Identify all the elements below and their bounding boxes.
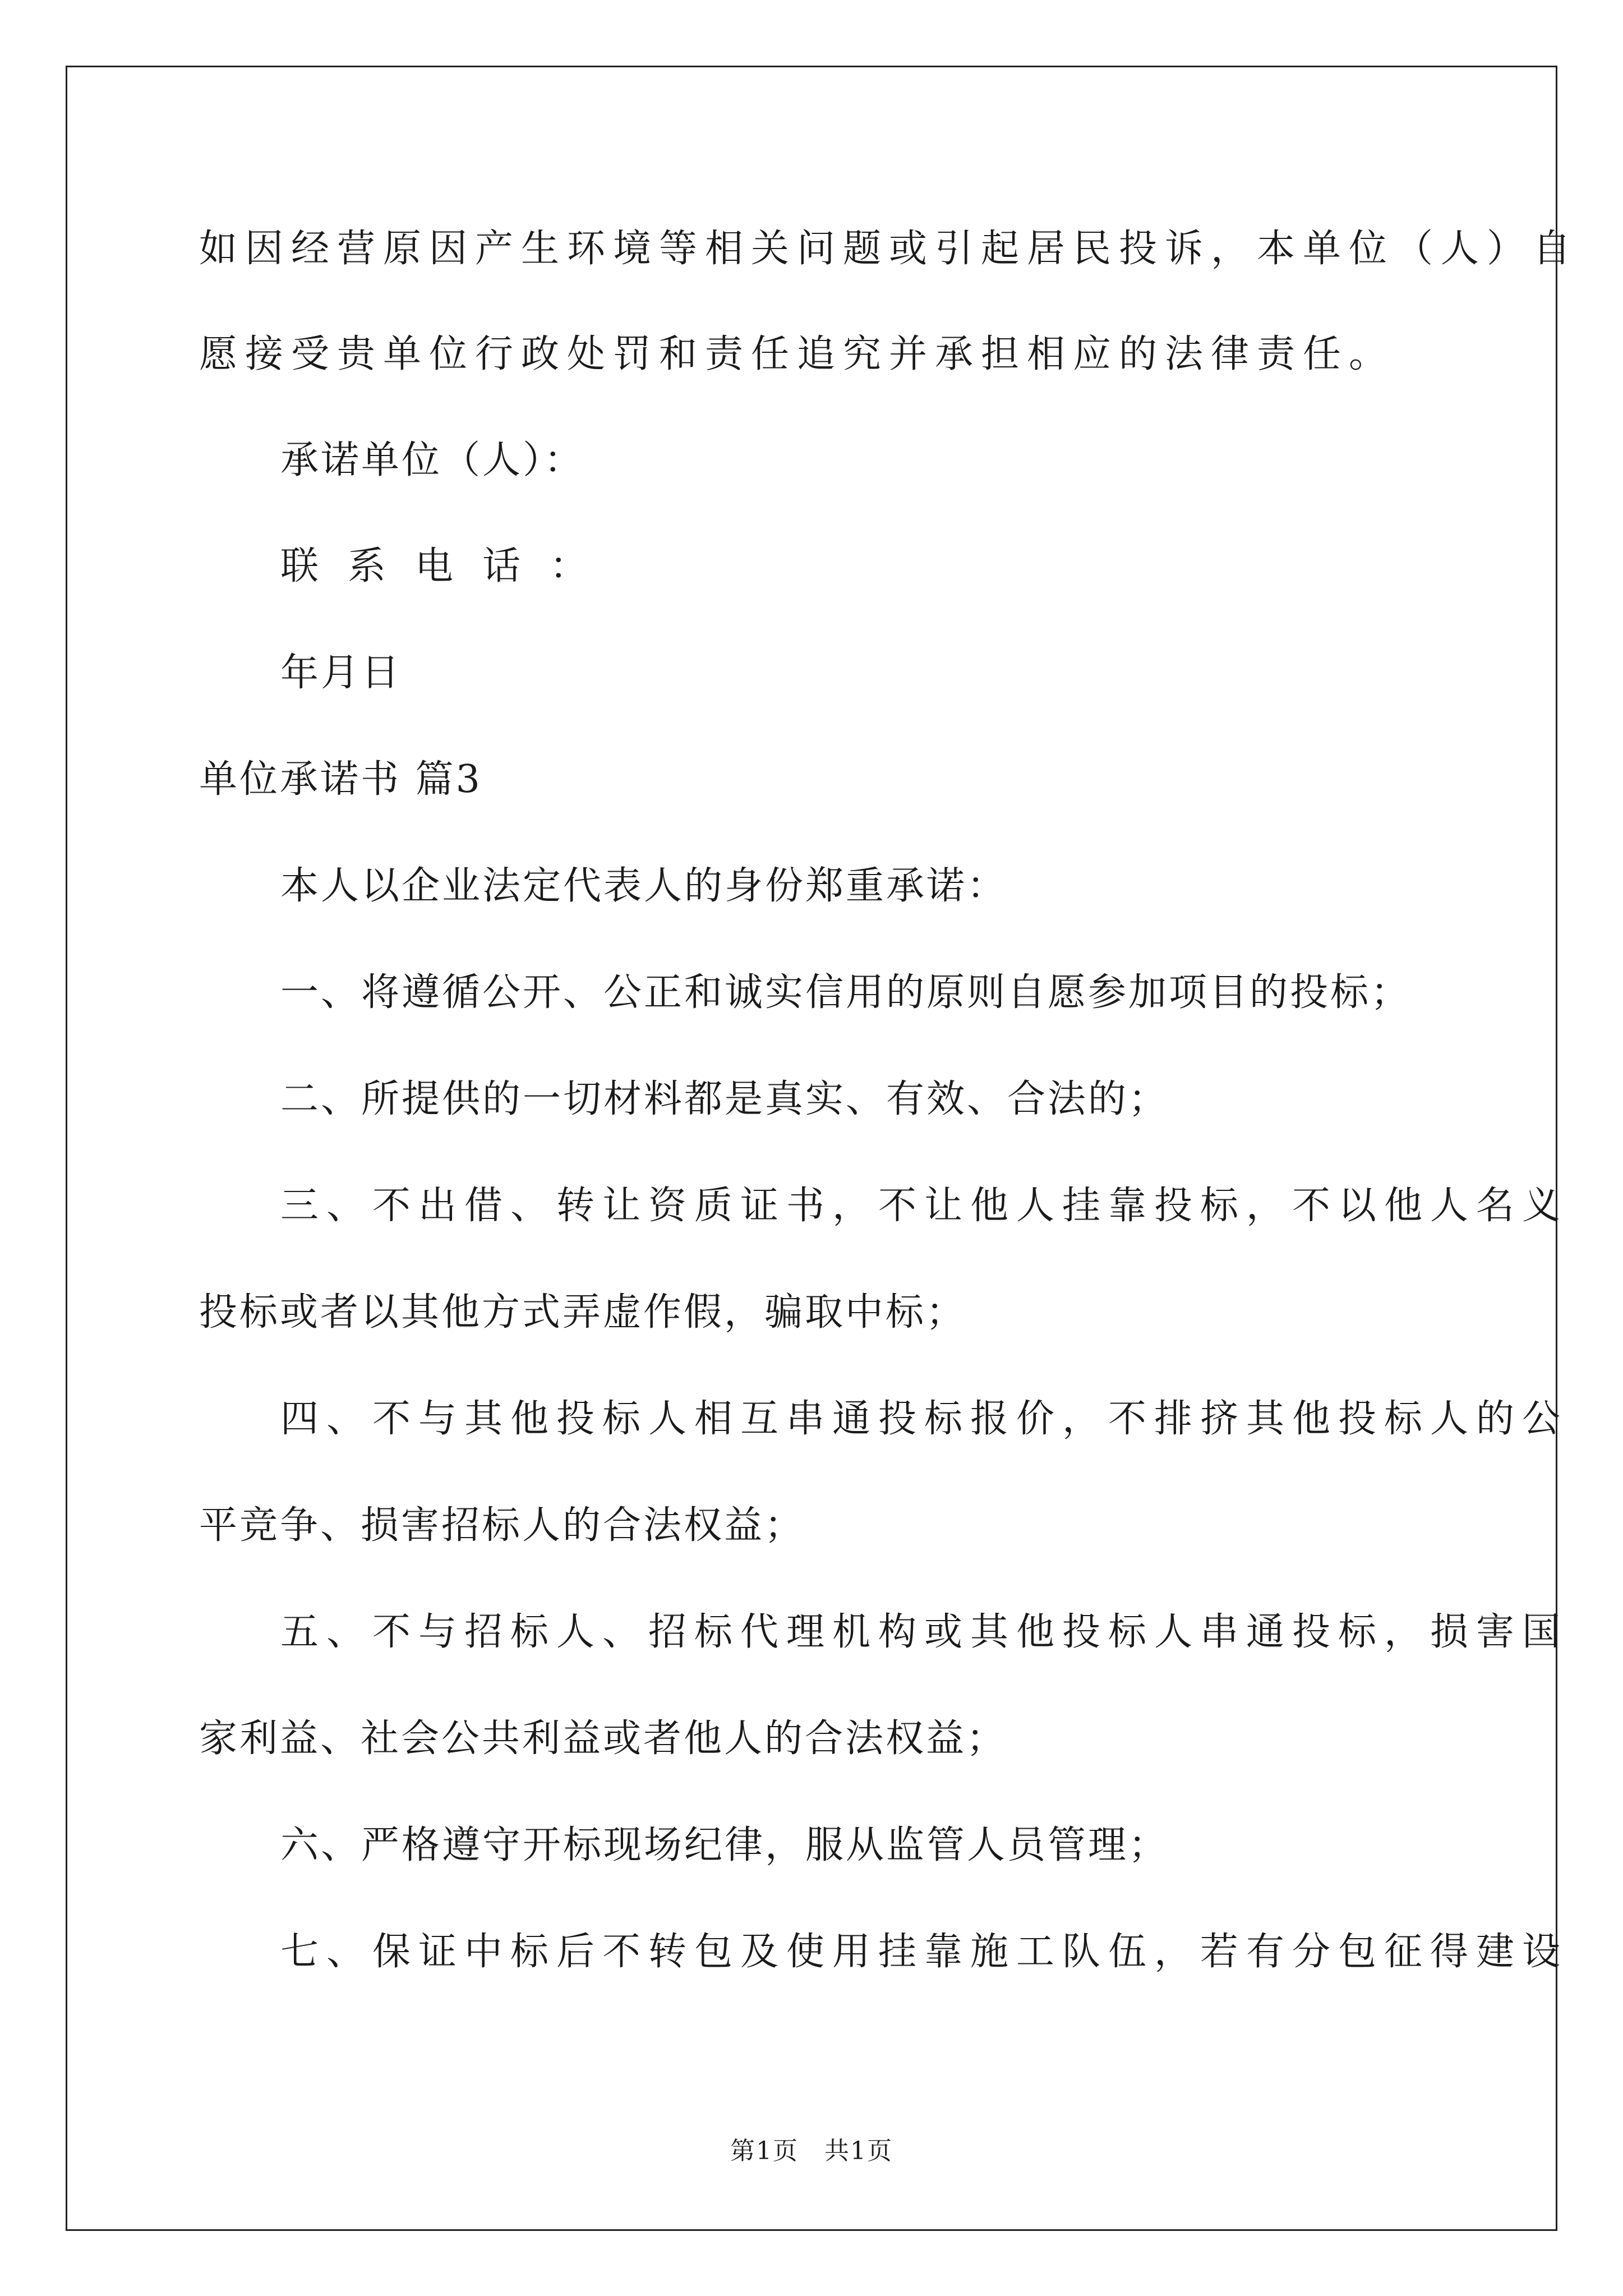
paragraph-line: 愿接受贵单位行政处罚和责任追究并承担相应的法律责任。 [199, 332, 1395, 376]
signatory-label: 承诺单位（人）： [280, 438, 585, 482]
list-item-continuation: 平竞争、损害招标人的合法权益； [199, 1503, 805, 1548]
list-item: 六、严格遵守开标现场纪律，服从监管人员管理； [280, 1823, 1169, 1867]
list-item: 四、不与其他投标人相互串通投标报价，不排挤其他投标人的公 [280, 1397, 1569, 1441]
list-item: 七、保证中标后不转包及使用挂靠施工队伍，若有分包征得建设 [280, 1930, 1569, 1974]
list-item: 一、将遵循公开、公正和诚实信用的原则自愿参加项目的投标； [280, 970, 1412, 1015]
paragraph-line: 如因经营原因产生环境等相关问题或引起居民投诉，本单位（人）自 [199, 227, 1579, 271]
page-frame [66, 66, 1557, 2231]
list-item: 五、不与招标人、招标代理机构或其他投标人串通投标，损害国 [280, 1610, 1569, 1654]
list-item-continuation: 家利益、社会公共利益或者他人的合法权益； [199, 1717, 1007, 1761]
list-item: 二、所提供的一切材料都是真实、有效、合法的； [280, 1077, 1169, 1121]
section-heading: 单位承诺书 篇3 [199, 757, 482, 802]
paragraph-line: 本人以企业法定代表人的身份郑重承诺： [280, 864, 1008, 908]
list-item: 三、不出借、转让资质证书，不让他人挂靠投标，不以他人名义 [280, 1184, 1569, 1228]
page-footer: 第1页 共1页 [730, 2137, 893, 2165]
phone-label: 联系电话： [280, 544, 617, 588]
date-label: 年月日 [280, 651, 402, 695]
list-item-continuation: 投标或者以其他方式弄虚作假，骗取中标； [199, 1290, 967, 1335]
